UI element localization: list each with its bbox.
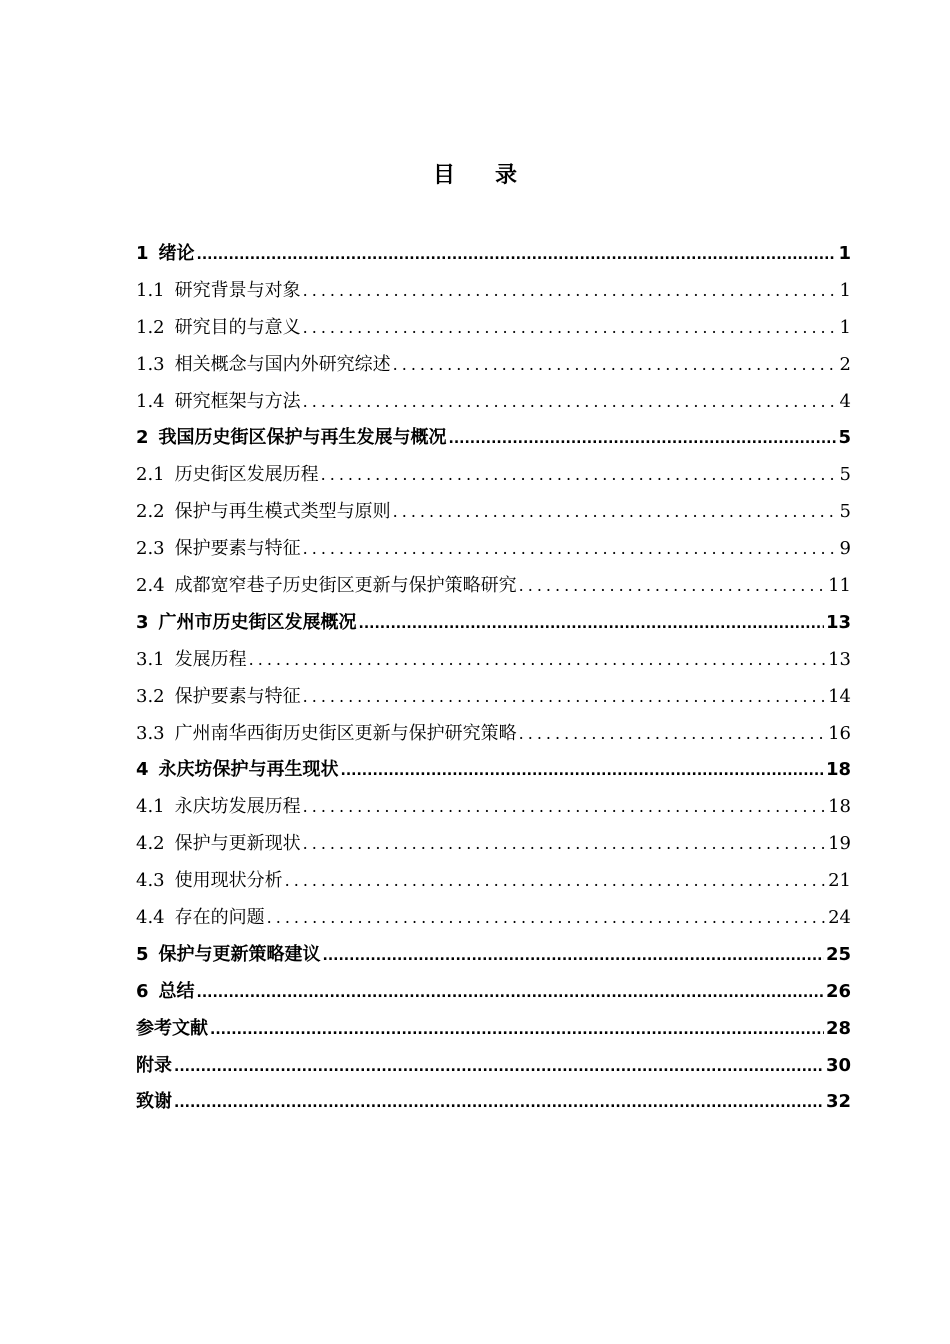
toc-entry-page-number: 1	[839, 279, 851, 301]
toc-entry[interactable]	[136, 937, 851, 974]
dot-leader	[174, 1085, 824, 1122]
toc-entry-number: 2.3	[136, 538, 165, 560]
toc-entry-number: 3.2	[136, 685, 165, 707]
dot-leader	[303, 384, 838, 421]
toc-entry-page-number: 16	[828, 722, 851, 744]
toc-entry[interactable]	[136, 347, 851, 384]
dot-leader	[210, 1012, 824, 1049]
toc-entry-page-number: 5	[838, 427, 851, 449]
dot-leader	[321, 457, 838, 494]
toc-entry-title: 研究背景与对象	[174, 279, 301, 301]
toc-entry-title: 存在的问题	[174, 907, 265, 929]
toc-entry-number: 1.4	[136, 390, 165, 412]
toc-entry-page-number: 1	[839, 316, 851, 338]
toc-entry-number: 1.2	[136, 316, 165, 338]
dot-leader	[303, 531, 838, 568]
toc-entry-page-number: 11	[828, 575, 851, 597]
toc-entry-number: 3.1	[136, 648, 165, 670]
toc-entry-page-number: 5	[839, 464, 851, 486]
toc-entry[interactable]	[136, 863, 851, 900]
toc-entry-number: 1.1	[136, 279, 165, 301]
toc-entry[interactable]	[136, 974, 851, 1011]
toc-entry-number: 2.4	[136, 575, 165, 597]
toc-entry-page-number: 1	[838, 243, 851, 264]
dot-leader	[449, 421, 837, 458]
toc-entry-title: 参考文献	[136, 1017, 208, 1039]
toc-entry[interactable]	[136, 1011, 851, 1048]
toc-entry-page-number: 18	[825, 759, 851, 781]
toc-entry-page-number: 28	[825, 1017, 851, 1039]
toc-entry-page-number: 13	[828, 648, 851, 670]
toc-entry-page-number: 2	[839, 353, 851, 375]
dot-leader	[197, 975, 824, 1012]
dot-leader	[285, 863, 826, 900]
toc-entry[interactable]	[136, 236, 851, 273]
dot-leader	[359, 606, 824, 643]
toc-entry[interactable]	[136, 789, 851, 826]
toc-entry[interactable]	[136, 679, 851, 716]
toc-entry-page-number: 30	[825, 1054, 851, 1076]
toc-entry-title: 永庆坊发展历程	[174, 796, 301, 818]
toc-entry-title: 广州南华西街历史街区更新与保护研究策略	[174, 722, 517, 744]
dot-leader	[519, 568, 826, 605]
toc-entry-title: 附录	[136, 1054, 172, 1076]
toc-entry-page-number: 25	[825, 943, 851, 965]
toc-entry-number: 5	[136, 943, 149, 965]
dot-leader	[249, 642, 826, 679]
toc-entry-number: 2	[136, 427, 149, 449]
toc-entry-page-number: 9	[839, 538, 851, 560]
toc-entry-title: 使用现状分析	[174, 870, 283, 892]
toc-entry[interactable]	[136, 384, 851, 421]
dot-leader	[393, 347, 838, 384]
toc-entry-number: 4.3	[136, 870, 165, 892]
dot-leader	[174, 1049, 824, 1086]
toc-entry-title: 总结	[158, 980, 195, 1002]
toc-entry-page-number: 14	[828, 685, 851, 707]
toc-entry[interactable]	[136, 568, 851, 605]
toc-entry-title: 历史街区发展历程	[174, 464, 319, 486]
dot-leader	[303, 310, 838, 347]
dot-leader	[303, 273, 838, 310]
toc-entry-title: 保护与再生模式类型与原则	[174, 501, 391, 523]
toc-entry-title: 保护与更新现状	[174, 833, 301, 855]
toc-entry-number: 4.4	[136, 907, 165, 929]
toc-entry-number: 4.2	[136, 833, 165, 855]
toc-entry-page-number: 4	[839, 390, 851, 412]
toc-entry-title: 研究目的与意义	[174, 316, 301, 338]
dot-leader	[303, 679, 826, 716]
toc-entry-number: 2.1	[136, 464, 165, 486]
toc-entry[interactable]	[136, 716, 851, 753]
toc-entry[interactable]	[136, 900, 851, 937]
toc-entry-title: 致谢	[136, 1091, 172, 1113]
toc-entry[interactable]	[136, 752, 851, 789]
toc-title: 目录	[432, 163, 557, 188]
toc-entry-title: 绪论	[158, 243, 195, 264]
toc-entry-page-number: 32	[825, 1091, 851, 1113]
toc-entry-number: 4.1	[136, 796, 165, 818]
toc-entry-number: 2.2	[136, 501, 165, 523]
dot-leader	[393, 494, 838, 531]
toc-entry[interactable]	[136, 826, 851, 863]
toc-entry-page-number: 21	[828, 870, 851, 892]
toc-entry[interactable]	[136, 1048, 851, 1085]
toc-entry-page-number: 18	[828, 796, 851, 818]
toc-entry-title: 我国历史街区保护与再生发展与概况	[158, 427, 447, 449]
dot-leader	[197, 237, 837, 274]
toc-entry[interactable]	[136, 494, 851, 531]
toc-entry-title: 永庆坊保护与再生现状	[158, 759, 339, 781]
toc-entry-title: 发展历程	[174, 648, 247, 670]
toc-entry[interactable]	[136, 642, 851, 679]
toc-entry-page-number: 24	[828, 907, 851, 929]
toc-entry[interactable]	[136, 531, 851, 568]
toc-entry-page-number: 13	[825, 611, 851, 633]
toc-entry-title: 成都宽窄巷子历史街区更新与保护策略研究	[174, 575, 517, 597]
dot-leader	[341, 753, 824, 790]
toc-entry-number: 1.3	[136, 353, 165, 375]
toc-entry[interactable]	[136, 420, 851, 457]
toc-entry[interactable]	[136, 457, 851, 494]
toc-entry-number: 4	[136, 759, 149, 781]
dot-leader	[303, 789, 826, 826]
toc-entry[interactable]	[136, 273, 851, 310]
toc-entry-page-number: 5	[839, 501, 851, 523]
toc-entry-number: 1	[136, 243, 149, 264]
toc-entry[interactable]	[136, 310, 851, 347]
toc-entry-title: 保护要素与特征	[174, 538, 301, 560]
toc-entry-number: 3	[136, 611, 149, 633]
dot-leader	[267, 900, 826, 937]
toc-entry-page-number: 19	[828, 833, 851, 855]
toc-entry-title: 保护与更新策略建议	[158, 943, 321, 965]
dot-leader	[303, 826, 826, 863]
toc-entry-page-number: 26	[825, 980, 851, 1002]
toc-entry-number: 3.3	[136, 722, 165, 744]
toc-entry-title: 相关概念与国内外研究综述	[174, 353, 391, 375]
toc-entry-title: 研究框架与方法	[174, 390, 301, 412]
toc-list	[136, 236, 851, 1121]
toc-entry-title: 广州市历史街区发展概况	[158, 611, 357, 633]
dot-leader	[323, 938, 824, 975]
toc-entry-title: 保护要素与特征	[174, 685, 301, 707]
toc-entry[interactable]	[136, 605, 851, 642]
toc-entry-number: 6	[136, 980, 149, 1002]
dot-leader	[519, 716, 826, 753]
toc-entry[interactable]	[136, 1084, 851, 1121]
